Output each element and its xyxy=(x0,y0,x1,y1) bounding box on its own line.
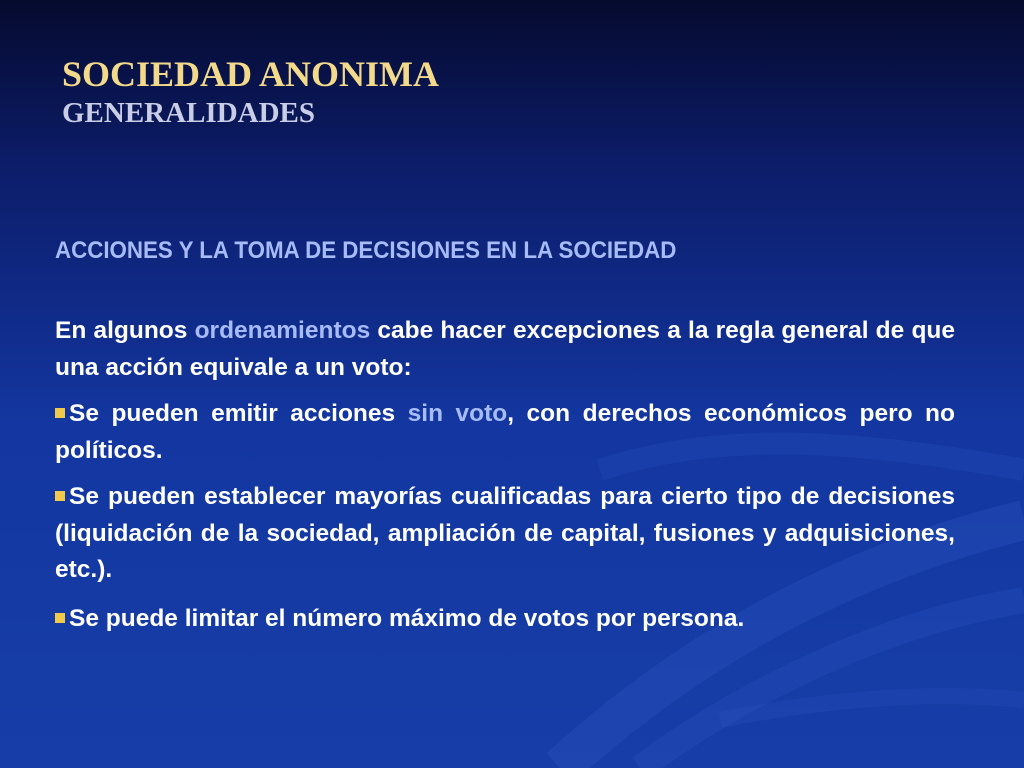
bullet-1-text-after: , con derechos económicos pero no políticos. xyxy=(55,400,955,464)
bullet-1-highlight: sin voto xyxy=(407,400,508,427)
square-bullet-icon xyxy=(55,408,65,418)
square-bullet-icon xyxy=(55,613,65,623)
bullet-1-text-before: Se pueden emitir acciones xyxy=(69,400,408,427)
title-block xyxy=(62,52,439,130)
bullet-3-text: Se puede limitar el número máximo de votos por persona. xyxy=(69,604,745,632)
square-bullet-icon xyxy=(55,491,65,501)
intro-highlight: ordenamientos xyxy=(194,317,371,344)
intro-text-after: cabe hacer excepciones a la regla general de que una acción equivale a un voto: xyxy=(55,317,955,381)
bullet-item-2 xyxy=(55,479,955,589)
intro-paragraph xyxy=(55,313,955,386)
bullet-item-3 xyxy=(55,601,955,638)
intro-text-before: En algunos xyxy=(55,317,195,344)
slide-title: SOCIEDAD ANONIMA xyxy=(62,54,440,94)
bullet-item-1 xyxy=(55,396,955,469)
slide-subtitle: GENERALIDADES xyxy=(62,97,315,129)
section-heading: ACCIONES Y LA TOMA DE DECISIONES EN LA SOCIEDAD xyxy=(55,237,677,264)
slide-content xyxy=(55,232,955,647)
bullet-2-text: Se pueden establecer mayorías cualificadas para cierto tipo de decisiones (liquidación de la sociedad, ampliación de capital, fusiones y adquisiciones, etc.). xyxy=(55,483,955,583)
